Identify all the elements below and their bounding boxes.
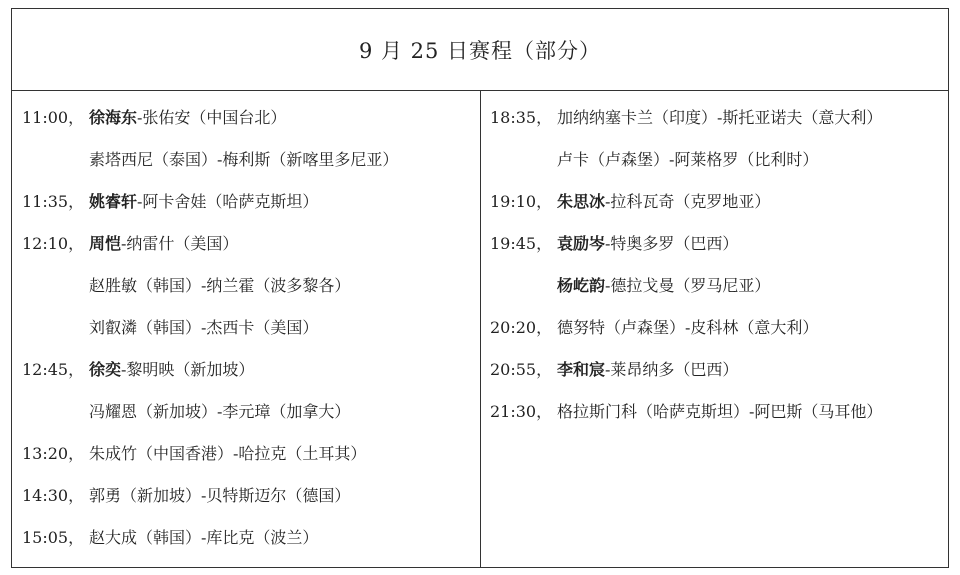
chinese-player-name: 朱思冰 [557,192,606,211]
match-time: 12:10， [22,234,85,253]
opponent-text: 赵胜敏（韩国）-纳兰霍（波多黎各） [89,276,351,295]
left-rows [12,106,480,568]
opponent-text: 卢卡（卢森堡）-阿莱格罗（比利时） [557,150,819,169]
match-players [557,232,738,256]
opponent-text: -阿卡舍娃（哈萨克斯坦） [137,192,319,211]
match-time: 12:45， [22,360,85,379]
match-time: 15:05， [22,528,85,547]
schedule-row [12,400,480,442]
schedule-row [480,358,948,400]
match-time: 20:55， [490,360,553,379]
schedule-row [12,484,480,526]
schedule-row [12,442,480,484]
match-time: 11:35， [22,192,85,211]
schedule-row [480,274,948,316]
match-time: 19:10， [490,192,553,211]
schedule-row [480,106,948,148]
match-time: 20:20， [490,318,553,337]
match-players [89,442,366,466]
match-players [89,484,350,508]
schedule-row [480,316,948,358]
match-time: 13:20， [22,444,85,463]
opponent-text: -纳雷什（美国） [121,234,239,253]
chinese-player-name: 杨屹韵 [557,276,606,295]
match-players [89,400,350,424]
opponent-text: -莱昂纳多（巴西） [605,360,739,379]
schedule-row [480,148,948,190]
match-players [557,190,770,214]
match-time: 14:30， [22,486,85,505]
opponent-text: 素塔西尼（泰国）-梅利斯（新喀里多尼亚） [89,150,399,169]
opponent-text: 加纳纳塞卡兰（印度）-斯托亚诺夫（意大利） [557,108,883,127]
match-players [557,106,882,130]
match-time: 18:35， [490,108,553,127]
schedule-row [12,358,480,400]
opponent-text: 朱成竹（中国香港）-哈拉克（土耳其） [89,444,367,463]
schedule-row [12,232,480,274]
schedule-row [480,190,948,232]
opponent-text: -德拉戈曼（罗马尼亚） [605,276,771,295]
match-players [89,358,254,382]
opponent-text: 冯耀恩（新加坡）-李元璋（加拿大） [89,402,351,421]
match-players [89,232,238,256]
schedule-row [12,148,480,190]
schedule-table [11,8,949,568]
schedule-row [12,316,480,358]
chinese-player-name: 徐海东 [89,108,138,127]
match-time: 21:30， [490,402,553,421]
match-time: 19:45， [490,234,553,253]
opponent-text: -拉科瓦奇（克罗地亚） [605,192,771,211]
match-players [89,526,318,550]
chinese-player-name: 徐奕 [89,360,122,379]
match-players [89,148,398,172]
opponent-text: 格拉斯门科（哈萨克斯坦）-阿巴斯（马耳他） [557,402,883,421]
match-players [557,400,882,424]
match-players [557,316,818,340]
opponent-text: 赵大成（韩国）-库比克（波兰） [89,528,319,547]
opponent-text: -黎明映（新加坡） [121,360,255,379]
chinese-player-name: 李和宸 [557,360,606,379]
match-players [89,274,350,298]
right-column [480,90,948,567]
opponent-text: -张佑安（中国台北） [137,108,287,127]
match-players [557,274,770,298]
match-time: 11:00， [22,108,85,127]
schedule-row [12,190,480,232]
opponent-text: -特奥多罗（巴西） [605,234,739,253]
match-players [557,148,818,172]
schedule-row [480,400,948,442]
opponent-text: 德努特（卢森堡）-皮科林（意大利） [557,318,819,337]
right-rows [480,106,948,442]
table-title: 9 月 25 日赛程（部分） [12,9,948,91]
opponent-text: 刘叡潾（韩国）-杰西卡（美国） [89,318,319,337]
schedule-row [12,274,480,316]
chinese-player-name: 袁励岑 [557,234,606,253]
match-players [557,358,738,382]
schedule-row [12,106,480,148]
match-players [89,106,286,130]
match-players [89,190,318,214]
schedule-row [12,526,480,568]
opponent-text: 郭勇（新加坡）-贝特斯迈尔（德国） [89,486,351,505]
match-players [89,316,318,340]
left-column [12,90,481,567]
chinese-player-name: 周恺 [89,234,122,253]
schedule-row [480,232,948,274]
chinese-player-name: 姚睿轩 [89,192,138,211]
